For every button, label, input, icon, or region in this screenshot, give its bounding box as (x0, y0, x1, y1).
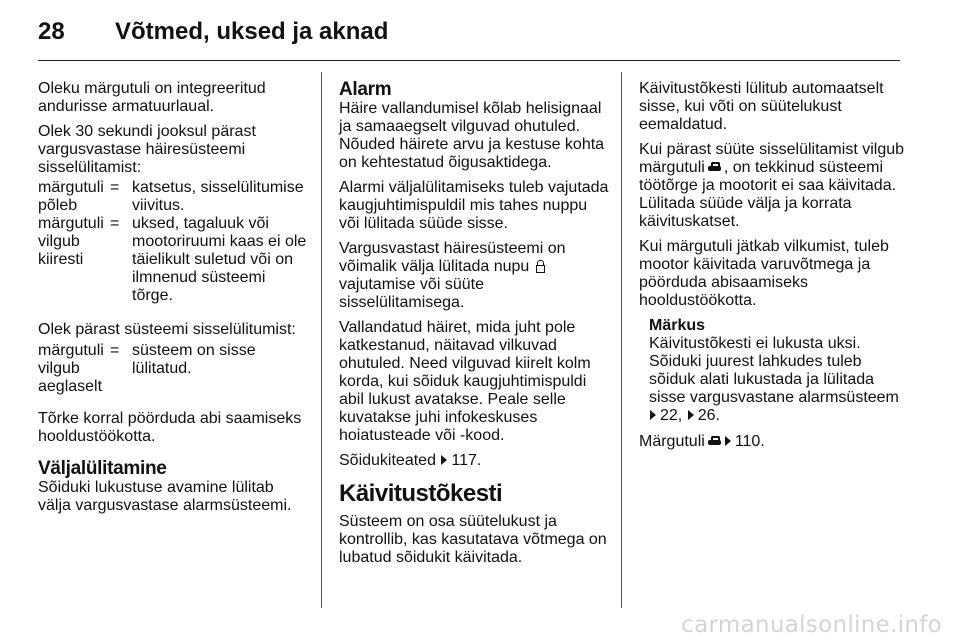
column-2 (339, 80, 609, 574)
paragraph: Alarmi väljalülitamiseks tuleb vajutada kaugjuhtimispuldil mis tahes nuppu või lülitada süüde sisse. (339, 179, 609, 232)
page-ref-arrow-icon (688, 410, 694, 420)
page-title: Võtmed, uksed ja aknad (115, 18, 389, 45)
page-ref[interactable]: 26. (697, 407, 720, 424)
text: , on tekkinud süsteemi töötõrge ja mootorit ei saa käivitada. Lülitada süüde välja ja korrata käivituskatset. (639, 159, 897, 230)
table-term: märgutuli põleb (38, 179, 104, 214)
table-desc: süsteem on sisse lülitatud. (132, 342, 256, 377)
page-ref-arrow-icon (441, 455, 447, 465)
paragraph: Häire vallandumisel kõlab helisignaal ja samaaegselt vilguvad ohutuled. Nõuded häirete arvu ja kestuse kohta on kehtestatud õigusaktidega. (339, 100, 605, 171)
note-box (649, 317, 909, 425)
paragraph: Tõrke korral pöörduda abi saamiseks hooldustöökotta. (38, 410, 302, 445)
text: vajutamise või süüte sisselülitamisega. (339, 276, 484, 311)
note-title: Märkus (649, 317, 706, 334)
page-ref-arrow-icon (650, 410, 656, 420)
section-heading: Väljalülitamine (38, 458, 167, 479)
note-text: Käivitustõkesti ei lukusta uksi. Sõiduki juurest lahkudes tuleb sõiduk alati lukustada ja lülitada sisse vargusvastane alarmsüsteem 22, 26. (649, 335, 899, 424)
section-heading: Alarm (339, 79, 392, 100)
page-ref[interactable]: 110. (734, 433, 765, 450)
paragraph: Süsteem on osa süütelukust ja kontrollib, kas kasutatava võtmega on lubatud sõidukit käivitada. (339, 513, 607, 566)
text: Sõidukiteated (339, 452, 436, 469)
table-eq: = (110, 215, 120, 232)
column-1 (38, 80, 310, 522)
paragraph: Olek 30 sekundi jooksul pärast vargusvastase häiresüsteemi sisselülitamist: (38, 123, 256, 176)
column-divider (621, 72, 622, 608)
table-desc: katsetus, sisselülitumise viivitus. (132, 179, 304, 214)
paragraph: Sõiduki lukustuse avamine lülitab välja vargusvastase alarmsüsteemi. (38, 479, 292, 514)
page-ref[interactable]: 22, (660, 407, 683, 424)
page-ref-arrow-icon (725, 436, 731, 446)
column-3 (639, 80, 909, 458)
status-table-1 (38, 179, 310, 305)
text: Märgutuli (639, 433, 705, 450)
watermark: carmanualsonline.info (681, 612, 942, 638)
paragraph (339, 452, 609, 470)
paragraph: Olek pärast süsteemi sisselülitumist: (38, 321, 296, 338)
table-eq: = (110, 179, 120, 196)
column-divider (321, 72, 322, 608)
immobilizer-car-icon (708, 436, 721, 447)
paragraph (639, 433, 909, 451)
paragraph: Käivitustõkesti lülitub automaatselt sisse, kui võti on süütelukust eemaldatud. (639, 80, 884, 133)
page-ref[interactable]: 117. (451, 452, 482, 469)
page-header (38, 14, 900, 61)
table-term: märgutuli vilgub kiiresti (38, 215, 104, 268)
table-eq: = (110, 342, 120, 359)
paragraph: Oleku märgutuli on integreeritud andurisse armatuurlaual. (38, 80, 266, 115)
immobilizer-car-icon (708, 162, 721, 173)
paragraph: Vallandatud häiret, mida juht pole katkestanud, näitavad vilkuvad ohutuled. Need vilguvad kiirelt kolm korda, kui sõiduk kaugjuhtimispuldi abil lukust avatakse. Peale selle kuvatakse juhi infokeskuses hoiatusteade või -kood. (339, 319, 591, 444)
paragraph (639, 141, 909, 231)
paragraph: Kui märgutuli jätkab vilkumist, tuleb mootor käivitada varuvõtmega ja pöörduda abisaamiseks hooldustöökotta. (639, 238, 889, 309)
lock-icon (536, 260, 545, 272)
text: Kui pärast süüte sisselülitamist vilgub märgutuli (639, 141, 905, 176)
table-term: märgutuli vilgub aeglaselt (38, 342, 104, 395)
page-number: 28 (38, 18, 65, 45)
text: Vargusvastast häiresüsteemi on võimalik välja lülitada nupu (339, 240, 566, 275)
status-table-2 (38, 342, 310, 396)
paragraph (339, 240, 609, 312)
table-desc: uksed, tagaluuk või mootoriruumi kaas ei ole täielikult suletud või on ilmnenud süsteemi tõrge. (132, 215, 307, 304)
section-heading: Käivitustõkesti (339, 480, 503, 507)
